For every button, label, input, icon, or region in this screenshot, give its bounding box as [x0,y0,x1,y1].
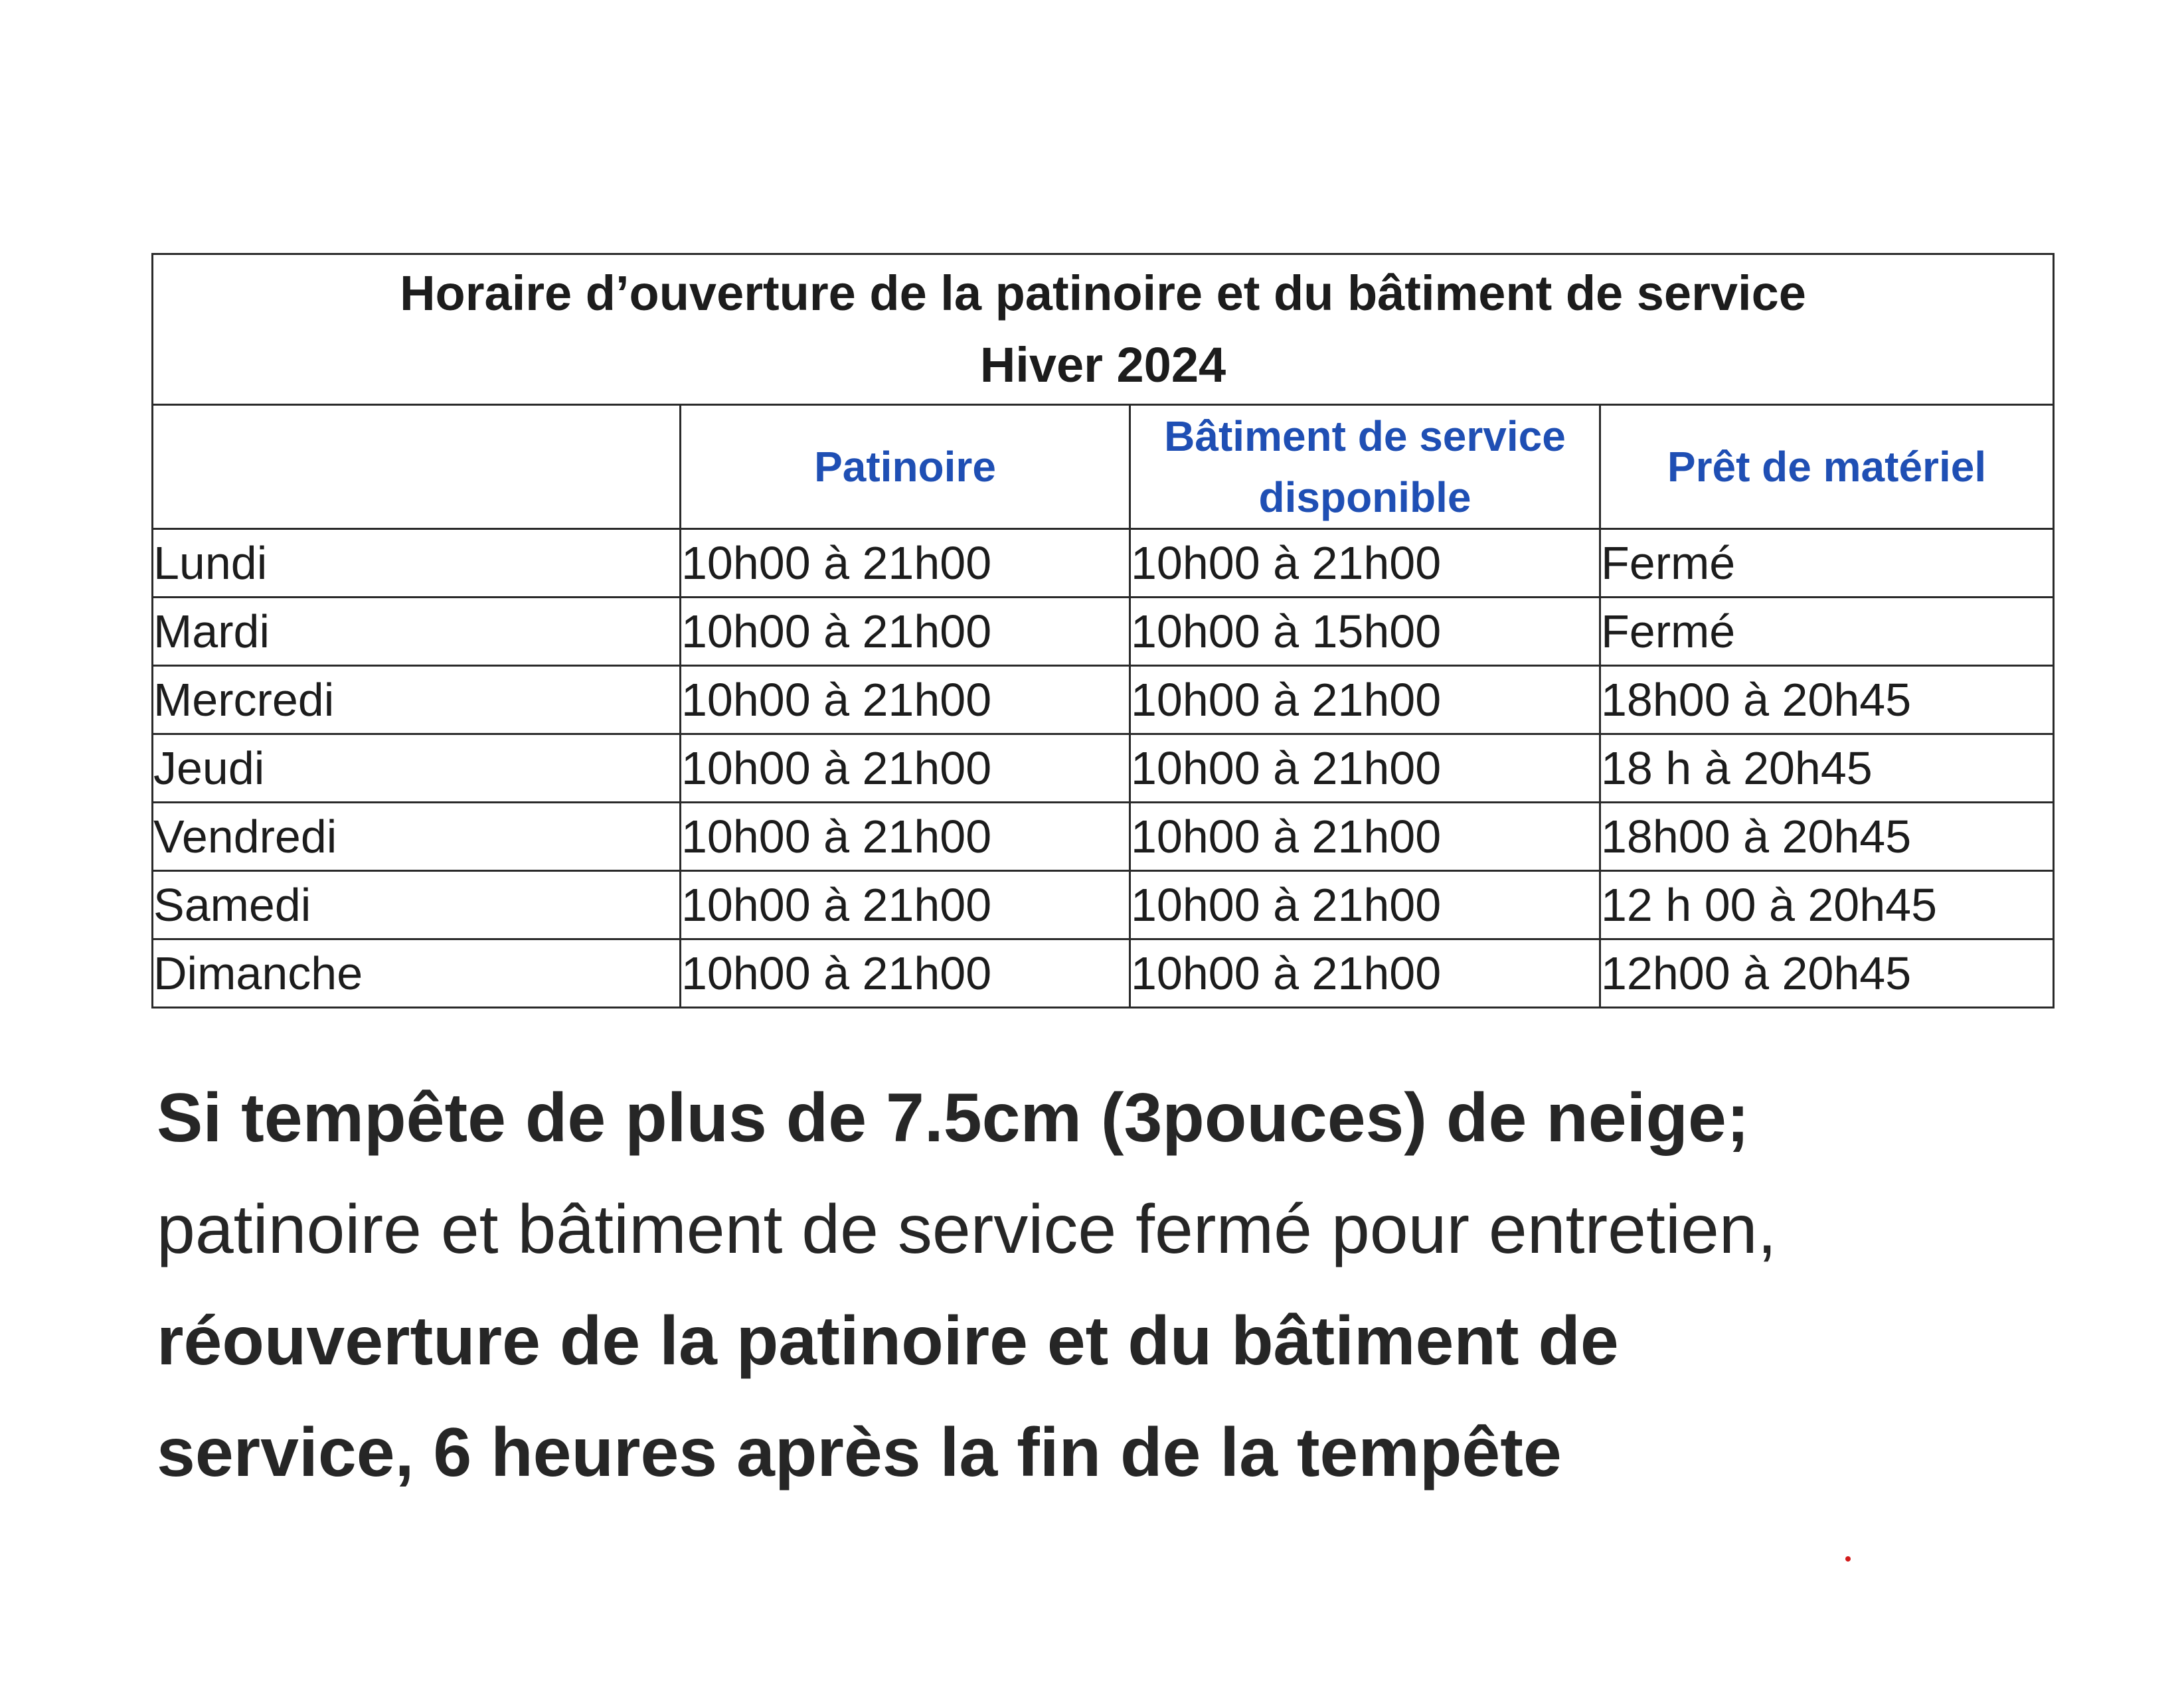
table-title-line2: Hiver 2024 [979,337,1226,392]
batiment-cell: 10h00 à 21h00 [1130,871,1600,939]
pret-cell: 12 h 00 à 20h45 [1600,871,2054,939]
table-title-line1: Horaire d’ouverture de la patinoire et du bâtiment de service [400,266,1806,321]
batiment-cell: 10h00 à 21h00 [1130,803,1600,871]
table-row [153,666,2054,734]
header-patinoire: Patinoire [681,405,1130,529]
header-batiment: Bâtiment de service disponible [1130,405,1600,529]
storm-notice [157,1062,2082,1508]
pret-cell: 18h00 à 20h45 [1600,666,2054,734]
header-day [153,405,681,529]
notice-line2: patinoire et bâtiment de service fermé pour entretien, [157,1191,1777,1268]
day-cell: Lundi [153,529,681,598]
schedule-table [151,253,2055,1008]
table-row [153,939,2054,1008]
pret-cell: 18h00 à 20h45 [1600,803,2054,871]
notice-line3: réouverture de la patinoire et du bâtiment de [157,1303,1619,1380]
batiment-cell: 10h00 à 21h00 [1130,529,1600,598]
table-row [153,803,2054,871]
batiment-cell: 10h00 à 21h00 [1130,666,1600,734]
day-cell: Jeudi [153,734,681,803]
red-dot-mark [1845,1556,1851,1562]
day-cell: Mercredi [153,666,681,734]
patinoire-cell: 10h00 à 21h00 [681,598,1130,666]
pret-cell: 18 h à 20h45 [1600,734,2054,803]
day-cell: Vendredi [153,803,681,871]
pret-cell: Fermé [1600,529,2054,598]
batiment-cell: 10h00 à 15h00 [1130,598,1600,666]
notice-line1: Si tempête de plus de 7.5cm (3pouces) de neige; [157,1080,1750,1157]
patinoire-cell: 10h00 à 21h00 [681,666,1130,734]
patinoire-cell: 10h00 à 21h00 [681,529,1130,598]
notice-line4: service, 6 heures après la fin de la tempête [157,1414,1562,1491]
patinoire-cell: 10h00 à 21h00 [681,871,1130,939]
table-row [153,734,2054,803]
batiment-cell: 10h00 à 21h00 [1130,939,1600,1008]
patinoire-cell: 10h00 à 21h00 [681,803,1130,871]
header-row [153,405,2054,529]
table-title [153,254,2054,405]
batiment-cell: 10h00 à 21h00 [1130,734,1600,803]
table-row [153,871,2054,939]
patinoire-cell: 10h00 à 21h00 [681,939,1130,1008]
pret-cell: 12h00 à 20h45 [1600,939,2054,1008]
patinoire-cell: 10h00 à 21h00 [681,734,1130,803]
day-cell: Dimanche [153,939,681,1008]
table-row [153,598,2054,666]
header-pret: Prêt de matériel [1600,405,2054,529]
day-cell: Samedi [153,871,681,939]
pret-cell: Fermé [1600,598,2054,666]
day-cell: Mardi [153,598,681,666]
table-row [153,529,2054,598]
